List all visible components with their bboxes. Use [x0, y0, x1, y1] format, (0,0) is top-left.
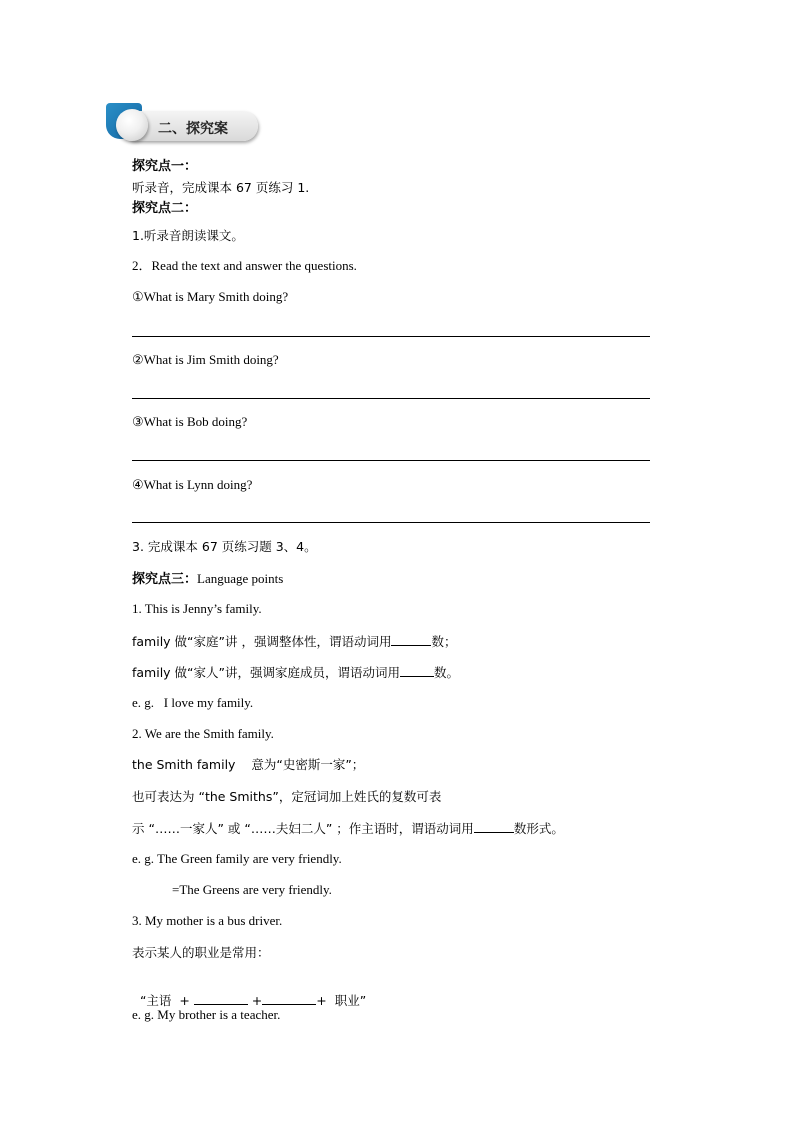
answer-line-3[interactable] [132, 460, 650, 461]
p2-line1: the Smith family 意为“史密斯一家”； [132, 757, 365, 772]
p3-title: 3. My mother is a bus driver. [132, 913, 283, 928]
point1-heading: 探究点一： [132, 159, 198, 174]
point2-item3: 3. 完成课本 67 页练习题 3、4。 [132, 539, 317, 554]
p3-example: e. g. My brother is a teacher. [132, 1007, 281, 1022]
p1-line1 [132, 633, 457, 650]
p1-line1-end: 数； [431, 634, 457, 649]
p2-line3-text: 示 “……一家人” 或 “……夫妇二人” ；作主语时，谓语动词用 [132, 821, 474, 836]
point3-heading: 探究点三： [132, 572, 198, 587]
point1-task: 听录音，完成课本 67 页练习 1. [132, 180, 310, 195]
p3-formula-start: “主语 + [139, 993, 194, 1008]
point2-heading: 探究点二： [132, 201, 198, 216]
question-4: ④What is Lynn doing? [132, 477, 253, 492]
answer-line-1[interactable] [132, 336, 650, 337]
answer-line-2[interactable] [132, 398, 650, 399]
fill-blank-3[interactable] [474, 820, 514, 833]
p2-line2: 也可表达为 “the Smiths”，定冠词加上姓氏的复数可表 [132, 789, 442, 804]
p2-title: 2. We are the Smith family. [132, 726, 274, 741]
section-title: 二、探究案 [158, 121, 228, 137]
section-header [106, 103, 258, 143]
p3-formula-end: + 职业” [316, 993, 367, 1008]
point2-item2: 2．Read the text and answer the questions. [132, 258, 357, 273]
point2-item1: 1.听录音朗读课文。 [132, 228, 244, 243]
p2-line3 [132, 820, 564, 837]
answer-line-4[interactable] [132, 522, 650, 523]
p3-line1: 表示某人的职业是常用： [132, 945, 270, 960]
fill-blank-4[interactable] [194, 992, 248, 1005]
p1-line2-end: 数。 [434, 665, 460, 680]
p3-formula [132, 976, 366, 1009]
fill-blank-1[interactable] [391, 633, 431, 646]
p2-example1: e. g. The Green family are very friendly. [132, 851, 342, 866]
p1-line2 [132, 664, 459, 681]
fill-blank-2[interactable] [400, 664, 434, 677]
p1-line1-text: family 做“家庭”讲 ，强调整体性，谓语动词用 [132, 634, 392, 649]
point3-heading-suffix: Language points [197, 571, 284, 586]
question-1: ①What is Mary Smith doing? [132, 289, 289, 304]
question-3: ③What is Bob doing? [132, 414, 248, 429]
p2-example2: =The Greens are very friendly. [172, 882, 332, 897]
point3-heading-line [132, 571, 283, 588]
header-circle-icon [116, 109, 148, 141]
p3-formula-plus: + [247, 993, 263, 1008]
p2-line3-end: 数形式。 [513, 821, 564, 836]
fill-blank-5[interactable] [262, 992, 316, 1005]
question-2: ②What is Jim Smith doing? [132, 352, 279, 367]
p1-title: 1. This is Jenny’s family. [132, 601, 262, 616]
p1-line2-text: family 做“家人”讲，强调家庭成员，谓语动词用 [132, 665, 401, 680]
p1-example: e. g. I love my family. [132, 695, 254, 710]
